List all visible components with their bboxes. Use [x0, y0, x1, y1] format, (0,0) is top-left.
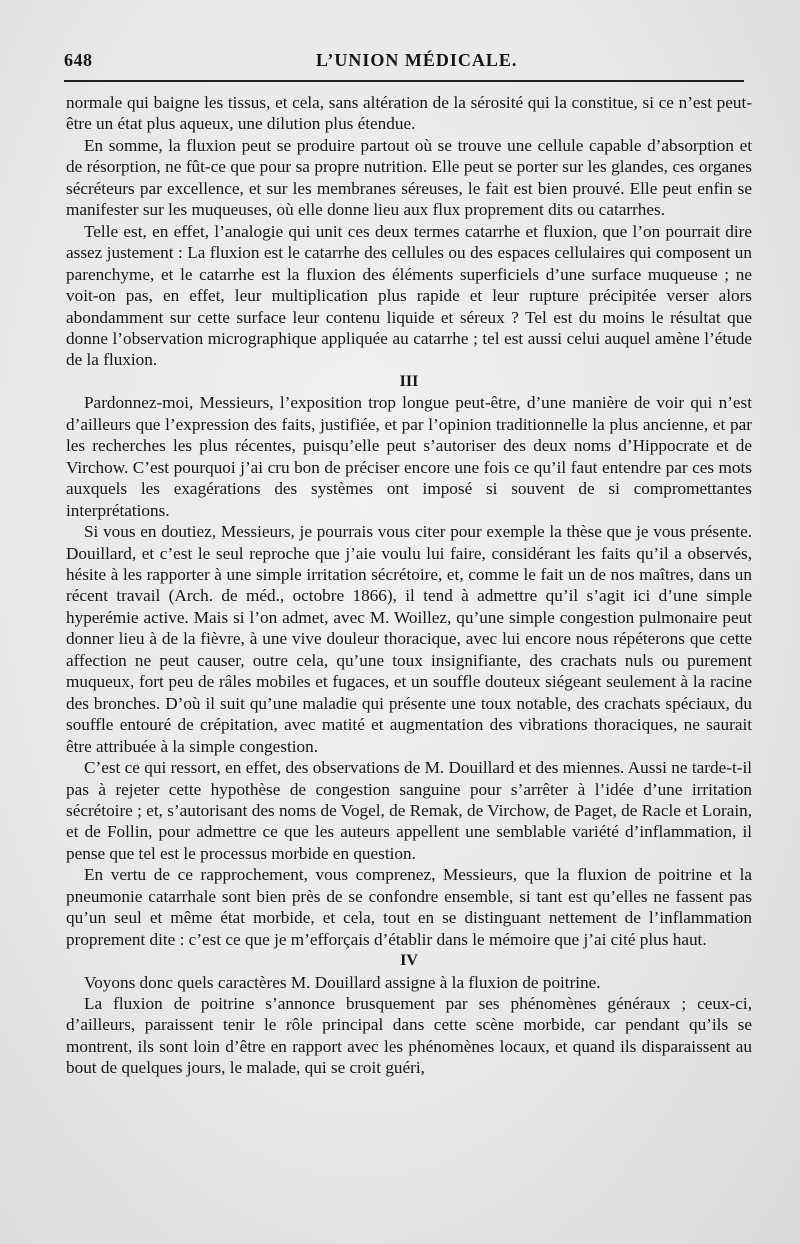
body-text: [66, 92, 752, 1079]
page-header: [64, 44, 748, 74]
header-rule: [64, 80, 744, 82]
paragraph: En somme, la fluxion peut se produire partout où se trouve une cellule capable d’absorption et de résorption, ne fût-ce que pour sa propre nutrition. Elle peut se porter sur les glandes, ces organes sécréteurs par excellence, et sur les membranes séreuses, le fait est bien prouvé. Elle peut enfin se manifester sur les muqueuses, où elle donne lieu aux flux proprement dits ou catarrhes.: [66, 135, 752, 220]
section-heading-iv: IV: [400, 952, 418, 970]
paragraph: Voyons donc quels caractères M. Douillard assigne à la fluxion de poitrine.: [84, 972, 601, 992]
paragraph: C’est ce qui ressort, en effet, des observations de M. Douillard et des miennes. Aussi ne tarde-t-il pas à rejeter cette hypothèse de congestion sanguine pour s’arrêter à l’idée d’une irritation sécrétoire ; et, s’autorisant des noms de Vogel, de Remak, de Virchow, de Paget, de Racle et Lorain, et de Follin, pour admettre ce que les auteurs appellent une semblable variété d’inflammation, il pense que tel est le processus morbide en question.: [66, 758, 752, 863]
paragraph: Si vous en doutiez, Messieurs, je pourrais vous citer pour exemple la thèse que je vous présente. Douillard, et c’est le seul reproche que j’aie voulu lui faire, considérant les faits qu’il a observés, hésite à les rapporter à une simple irritation sécrétoire, et, comme le fait un de nos maîtres, dans un récent travail (Arch. de méd., octobre 1866), il tend à admettre qu’il s’agit ici d’une simple hyperémie active. Mais si l’on admet, avec M. Woillez, qu’une simple congestion pulmonaire peut donner lieu à de la fièvre, à une vive douleur thoracique, avec lui encore nous répéterons que cette affection ne peut causer, outre cela, qu’une toux insignifiante, des crachats nuls ou purement muqueux, fort peu de râles mobiles et fugaces, et un souffle douteux siégeant seulement à la racine des bronches. D’où il suit qu’une maladie qui présente une toux notable, des crachats spéciaux, du souffle entouré de crépitation, avec matité et augmentation des vibrations thoraciques, ne saurait être attribuée à la simple congestion.: [66, 522, 752, 756]
paragraph: Pardonnez-moi, Messieurs, l’exposition trop longue peut-être, d’une manière de voir qui n’est d’ailleurs que l’expression des faits, justifiée, et par l’opinion traditionnelle la plus ancienne, et par les recherches les plus récentes, puisqu’elle peut s’autoriser des deux noms d’Hippocrate et de Virchow. C’est pourquoi j’ai cru bon de préciser encore une fois ce qu’il faut entendre par ces mots auxquels les exagérations des systèmes ont imposé si souvent de si compromettantes interprétations.: [66, 393, 752, 520]
paragraph-continuation: normale qui baigne les tissus, et cela, sans altération de la sérosité qui la constitue, si ce n’est peut-être un état plus aqueux, une dilution plus étendue.: [66, 93, 752, 134]
section-heading-iii: III: [399, 372, 419, 390]
running-title: L’UNION MÉDICALE.: [316, 50, 518, 70]
paragraph: En vertu de ce rapprochement, vous comprenez, Messieurs, que la fluxion de poitrine et la pneumonie catarrhale sont bien près de se confondre ensemble, si tant est qu’elles ne fassent pas qu’un seul et même état morbide, et cela, tout en se distinguant nettement de l’inflammation proprement dite : c’est ce que je m’efforçais d’établir dans le mémoire que j’ai cité plus haut.: [66, 865, 752, 949]
paragraph: Telle est, en effet, l’analogie qui unit ces deux termes catarrhe et fluxion, que l’on pourrait dire assez justement : La fluxion est le catarrhe des cellules ou des espaces cellulaires qui composent un parenchyme, et le catarrhe est la fluxion des éléments superficiels d’une surface muqueuse ; ne voit-on pas, en effet, leur multiplication plus rapide et leur rupture précipitée verser alors abondamment sur cette surface leur contenu liquide et séreux ? Tel est du moins le résultat que donne l’observation micrographique appliquée au catarrhe ; tel est aussi celui auquel amène l’étude de la fluxion.: [66, 221, 752, 370]
paragraph: La fluxion de poitrine s’annonce brusquement par ses phénomènes généraux ; ceux-ci, d’ailleurs, paraissent tenir le rôle principal dans cette scène morbide, car pendant qu’ils se montrent, ils sont loin d’être en rapport avec les phénomènes locaux, et quand ils disparaissent au bout de quelques jours, le malade, qui se croit guéri,: [66, 994, 752, 1078]
page-number: 648: [64, 50, 93, 70]
